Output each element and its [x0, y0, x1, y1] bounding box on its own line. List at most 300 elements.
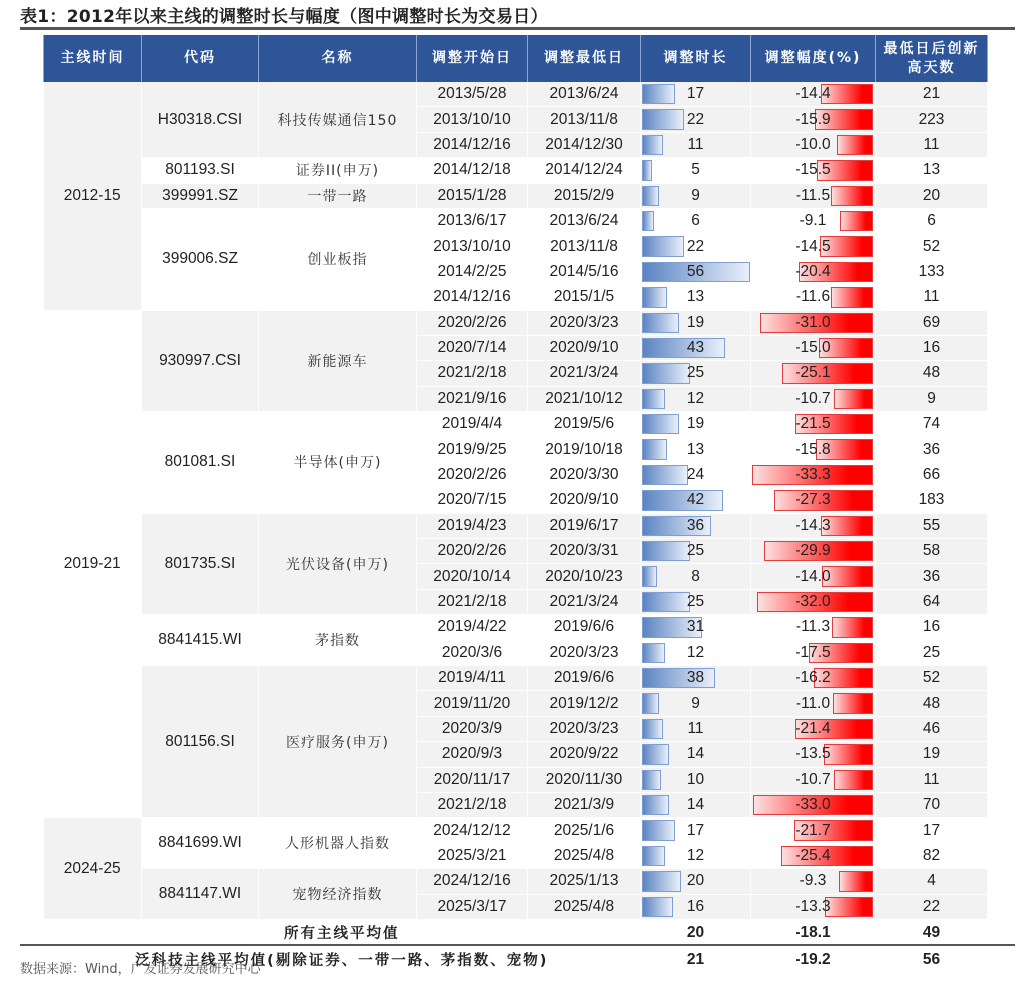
low-date-cell: 2020/3/30	[528, 462, 641, 487]
amplitude-cell	[751, 412, 876, 437]
duration-value: 43	[686, 339, 705, 357]
low-date-cell: 2020/3/31	[528, 539, 641, 564]
low-date-cell: 2015/2/9	[528, 183, 641, 208]
amplitude-value: -25.1	[795, 364, 831, 382]
header-days-to-high: 最低日后创新高天数	[876, 35, 988, 82]
amplitude-cell	[751, 462, 876, 487]
duration-value: 12	[686, 643, 705, 661]
start-date-cell: 2020/10/14	[417, 564, 528, 589]
duration-cell	[641, 589, 751, 614]
amplitude-value: -29.9	[795, 542, 831, 560]
days-to-high-cell: 21	[876, 82, 988, 107]
amplitude-bar	[840, 211, 873, 231]
amplitude-cell	[751, 894, 876, 919]
duration-value: 17	[686, 85, 705, 103]
days-to-high-cell: 52	[876, 234, 988, 259]
duration-value: 12	[686, 846, 705, 864]
start-date-cell: 2020/3/9	[417, 716, 528, 741]
days-to-high-cell: 70	[876, 792, 988, 817]
summary-days-to-high: 49	[876, 919, 988, 946]
low-date-cell: 2025/4/8	[528, 843, 641, 868]
duration-bar	[642, 160, 652, 180]
duration-cell	[641, 107, 751, 132]
duration-value: 19	[686, 313, 705, 331]
low-date-cell: 2019/6/6	[528, 615, 641, 640]
start-date-cell: 2019/4/11	[417, 665, 528, 690]
amplitude-value: -21.5	[795, 415, 831, 433]
amplitude-cell	[751, 361, 876, 386]
amplitude-cell	[751, 539, 876, 564]
duration-value: 16	[686, 897, 705, 915]
low-date-cell: 2020/3/23	[528, 716, 641, 741]
amplitude-value: -11.6	[795, 288, 831, 306]
amplitude-cell	[751, 792, 876, 817]
start-date-cell: 2014/12/16	[417, 285, 528, 310]
duration-value: 5	[691, 161, 700, 179]
duration-value: 13	[686, 288, 705, 306]
days-to-high-cell: 48	[876, 691, 988, 716]
duration-value: 11	[687, 135, 704, 153]
duration-bar	[642, 84, 675, 104]
start-date-cell: 2020/2/26	[417, 539, 528, 564]
days-to-high-cell: 36	[876, 437, 988, 462]
table-row	[44, 183, 988, 208]
amplitude-value: -14.4	[795, 85, 831, 103]
name-cell: 新能源车	[259, 310, 417, 412]
low-date-cell: 2019/5/6	[528, 412, 641, 437]
duration-cell	[641, 132, 751, 157]
amplitude-cell	[751, 335, 876, 360]
era-cell: 2019-21	[44, 310, 142, 818]
days-to-high-cell: 11	[876, 132, 988, 157]
duration-bar	[642, 541, 690, 561]
header-row	[44, 35, 988, 82]
summary-days-to-high: 56	[876, 946, 988, 973]
duration-bar	[642, 211, 654, 231]
amplitude-value: -15.9	[795, 110, 831, 128]
amplitude-value: -9.1	[799, 212, 827, 230]
duration-cell	[641, 818, 751, 843]
days-to-high-cell: 48	[876, 361, 988, 386]
start-date-cell: 2014/12/18	[417, 158, 528, 183]
header-duration: 调整时长	[641, 35, 751, 82]
duration-cell	[641, 665, 751, 690]
amplitude-value: -9.3	[799, 872, 827, 890]
duration-cell	[641, 539, 751, 564]
summary-amplitude: -18.1	[751, 919, 876, 946]
start-date-cell: 2020/7/14	[417, 335, 528, 360]
duration-value: 36	[686, 516, 705, 534]
header-code: 代码	[142, 35, 259, 82]
amplitude-cell	[751, 818, 876, 843]
duration-value: 56	[686, 262, 705, 280]
table-row	[44, 412, 988, 437]
start-date-cell: 2014/12/16	[417, 132, 528, 157]
days-to-high-cell: 55	[876, 513, 988, 538]
duration-cell	[641, 437, 751, 462]
duration-bar	[642, 363, 690, 383]
start-date-cell: 2024/12/12	[417, 818, 528, 843]
duration-bar	[642, 135, 663, 155]
duration-cell	[641, 843, 751, 868]
duration-value: 9	[691, 186, 700, 204]
duration-bar	[642, 795, 669, 815]
amplitude-cell	[751, 285, 876, 310]
duration-value: 10	[686, 770, 705, 788]
amplitude-value: -15.8	[795, 440, 831, 458]
days-to-high-cell: 46	[876, 716, 988, 741]
duration-value: 6	[691, 212, 700, 230]
name-cell: 人形机器人指数	[259, 818, 417, 869]
duration-cell	[641, 640, 751, 665]
low-date-cell: 2013/11/8	[528, 107, 641, 132]
summary-amplitude: -19.2	[751, 946, 876, 973]
amplitude-bar	[831, 287, 873, 307]
start-date-cell: 2019/4/4	[417, 412, 528, 437]
table-row	[44, 615, 988, 640]
amplitude-value: -11.0	[795, 694, 831, 712]
amplitude-value: -15.5	[795, 161, 831, 179]
amplitude-cell	[751, 615, 876, 640]
duration-cell	[641, 869, 751, 894]
duration-cell	[641, 386, 751, 411]
amplitude-value: -10.7	[795, 770, 831, 788]
days-to-high-cell: 25	[876, 640, 988, 665]
amplitude-cell	[751, 691, 876, 716]
low-date-cell: 2020/3/23	[528, 310, 641, 335]
days-to-high-cell: 4	[876, 869, 988, 894]
name-cell: 创业板指	[259, 208, 417, 310]
amplitude-cell	[751, 132, 876, 157]
low-date-cell: 2019/6/17	[528, 513, 641, 538]
days-to-high-cell: 19	[876, 742, 988, 767]
low-date-cell: 2025/1/13	[528, 869, 641, 894]
start-date-cell: 2020/2/26	[417, 310, 528, 335]
amplitude-cell	[751, 82, 876, 107]
table-row	[44, 208, 988, 233]
low-date-cell: 2021/3/24	[528, 361, 641, 386]
name-cell: 一带一路	[259, 183, 417, 208]
days-to-high-cell: 16	[876, 335, 988, 360]
start-date-cell: 2021/2/18	[417, 792, 528, 817]
amplitude-cell	[751, 259, 876, 284]
duration-bar	[642, 338, 725, 358]
duration-value: 25	[686, 542, 705, 560]
amplitude-bar	[834, 389, 873, 409]
duration-bar	[642, 566, 657, 586]
duration-bar	[642, 439, 667, 459]
duration-bar	[642, 846, 665, 866]
header-name: 名称	[259, 35, 417, 82]
amplitude-cell	[751, 158, 876, 183]
days-to-high-cell: 6	[876, 208, 988, 233]
days-to-high-cell: 183	[876, 488, 988, 513]
code-cell: 801735.SI	[142, 513, 259, 615]
amplitude-value: -15.0	[795, 339, 831, 357]
duration-bar	[642, 643, 665, 663]
start-date-cell: 2013/6/17	[417, 208, 528, 233]
duration-value: 25	[686, 593, 705, 610]
duration-value: 12	[686, 389, 705, 407]
amplitude-bar	[832, 617, 873, 637]
amplitude-cell	[751, 564, 876, 589]
amplitude-value: -14.3	[795, 516, 831, 534]
duration-cell	[641, 361, 751, 386]
amplitude-cell	[751, 767, 876, 792]
header-low: 调整最低日	[528, 35, 641, 82]
duration-cell	[641, 691, 751, 716]
low-date-cell: 2013/6/24	[528, 208, 641, 233]
duration-value: 14	[686, 745, 705, 763]
duration-cell	[641, 792, 751, 817]
amplitude-bar	[834, 770, 873, 790]
start-date-cell: 2020/7/15	[417, 488, 528, 513]
days-to-high-cell: 9	[876, 386, 988, 411]
amplitude-value: -31.0	[795, 313, 831, 331]
low-date-cell: 2020/9/22	[528, 742, 641, 767]
bottom-rule	[20, 944, 1015, 946]
amplitude-value: -14.0	[795, 567, 831, 585]
code-cell: 801193.SI	[142, 158, 259, 183]
start-date-cell: 2025/3/21	[417, 843, 528, 868]
duration-value: 13	[686, 440, 705, 458]
table-row	[44, 513, 988, 538]
code-cell: 801081.SI	[142, 412, 259, 514]
table-row	[44, 818, 988, 843]
duration-cell	[641, 335, 751, 360]
table-row	[44, 82, 988, 107]
duration-bar	[642, 109, 684, 129]
amplitude-value: -10.0	[795, 135, 831, 153]
duration-cell	[641, 462, 751, 487]
duration-cell	[641, 183, 751, 208]
duration-bar	[642, 770, 661, 790]
code-cell: 930997.CSI	[142, 310, 259, 412]
amplitude-value: -27.3	[795, 491, 831, 509]
amplitude-cell	[751, 869, 876, 894]
duration-cell	[641, 716, 751, 741]
summary-duration: 20	[641, 919, 751, 946]
amplitude-cell	[751, 640, 876, 665]
low-date-cell: 2020/11/30	[528, 767, 641, 792]
low-date-cell: 2020/9/10	[528, 335, 641, 360]
summary-label: 泛科技主线平均值(剔除证券、一带一路、茅指数、宠物)	[44, 946, 641, 973]
low-date-cell: 2014/5/16	[528, 259, 641, 284]
duration-bar	[642, 744, 669, 764]
amplitude-cell	[751, 742, 876, 767]
name-cell: 半导体(申万)	[259, 412, 417, 514]
amplitude-cell	[751, 107, 876, 132]
duration-bar	[642, 414, 679, 434]
table-row	[44, 310, 988, 335]
amplitude-value: -32.0	[795, 593, 831, 610]
duration-bar	[642, 313, 679, 333]
days-to-high-cell: 11	[876, 767, 988, 792]
start-date-cell: 2021/2/18	[417, 589, 528, 614]
duration-cell	[641, 259, 751, 284]
low-date-cell: 2013/11/8	[528, 234, 641, 259]
low-date-cell: 2020/9/10	[528, 488, 641, 513]
table-row	[44, 869, 988, 894]
duration-bar	[642, 820, 675, 840]
header-era: 主线时间	[44, 35, 142, 82]
days-to-high-cell: 11	[876, 285, 988, 310]
low-date-cell: 2021/3/24	[528, 589, 641, 614]
amplitude-bar	[837, 135, 873, 155]
amplitude-cell	[751, 488, 876, 513]
amplitude-value: -14.5	[795, 237, 831, 255]
days-to-high-cell: 64	[876, 589, 988, 614]
table-row	[44, 665, 988, 690]
duration-cell	[641, 234, 751, 259]
days-to-high-cell: 69	[876, 310, 988, 335]
code-cell: 399006.SZ	[142, 208, 259, 310]
start-date-cell: 2015/1/28	[417, 183, 528, 208]
duration-value: 19	[686, 415, 705, 433]
amplitude-bar	[831, 186, 873, 206]
amplitude-cell	[751, 208, 876, 233]
duration-bar	[642, 389, 665, 409]
duration-value: 9	[691, 694, 700, 712]
amplitude-value: -17.5	[795, 643, 831, 661]
amplitude-value: -13.3	[795, 897, 831, 915]
name-cell: 科技传媒通信150	[259, 82, 417, 158]
start-date-cell: 2019/11/20	[417, 691, 528, 716]
duration-cell	[641, 158, 751, 183]
name-cell: 证券II(申万)	[259, 158, 417, 183]
start-date-cell: 2020/9/3	[417, 742, 528, 767]
duration-value: 8	[691, 567, 700, 585]
days-to-high-cell: 13	[876, 158, 988, 183]
start-date-cell: 2014/2/25	[417, 259, 528, 284]
low-date-cell: 2014/12/30	[528, 132, 641, 157]
duration-bar	[642, 668, 715, 688]
summary-label: 所有主线平均值	[44, 919, 641, 946]
amplitude-cell	[751, 310, 876, 335]
start-date-cell: 2020/11/17	[417, 767, 528, 792]
start-date-cell: 2019/9/25	[417, 437, 528, 462]
low-date-cell: 2020/3/23	[528, 640, 641, 665]
header-amplitude: 调整幅度(%)	[751, 35, 876, 82]
duration-cell	[641, 412, 751, 437]
days-to-high-cell: 58	[876, 539, 988, 564]
duration-cell	[641, 82, 751, 107]
days-to-high-cell: 17	[876, 818, 988, 843]
summary-duration: 21	[641, 946, 751, 973]
start-date-cell: 2020/3/6	[417, 640, 528, 665]
amplitude-cell	[751, 589, 876, 614]
top-rule	[20, 27, 1015, 30]
days-to-high-cell: 52	[876, 665, 988, 690]
code-cell: 801156.SI	[142, 665, 259, 817]
name-cell: 茅指数	[259, 615, 417, 666]
header-start: 调整开始日	[417, 35, 528, 82]
start-date-cell: 2021/9/16	[417, 386, 528, 411]
days-to-high-cell: 22	[876, 894, 988, 919]
days-to-high-cell: 133	[876, 259, 988, 284]
duration-cell	[641, 894, 751, 919]
duration-bar	[642, 490, 723, 510]
days-to-high-cell: 36	[876, 564, 988, 589]
duration-cell	[641, 310, 751, 335]
low-date-cell: 2021/3/9	[528, 792, 641, 817]
name-cell: 宠物经济指数	[259, 869, 417, 920]
duration-value: 20	[686, 872, 705, 890]
amplitude-cell	[751, 665, 876, 690]
summary-row	[44, 919, 988, 946]
days-to-high-cell: 223	[876, 107, 988, 132]
name-cell: 光伏设备(申万)	[259, 513, 417, 615]
low-date-cell: 2019/12/2	[528, 691, 641, 716]
duration-value: 31	[686, 618, 705, 636]
duration-cell	[641, 767, 751, 792]
amplitude-cell	[751, 183, 876, 208]
low-date-cell: 2025/4/8	[528, 894, 641, 919]
amplitude-bar	[833, 693, 873, 713]
data-source-note: 数据来源：Wind，广发证券发展研究中心	[20, 962, 261, 977]
code-cell: H30318.CSI	[142, 82, 259, 158]
amplitude-value: -13.5	[795, 745, 831, 763]
start-date-cell: 2024/12/16	[417, 869, 528, 894]
duration-cell	[641, 615, 751, 640]
duration-bar	[642, 592, 690, 612]
days-to-high-cell: 66	[876, 462, 988, 487]
amplitude-value: -21.7	[795, 821, 831, 839]
code-cell: 8841147.WI	[142, 869, 259, 920]
start-date-cell: 2019/4/23	[417, 513, 528, 538]
amplitude-value: -10.7	[795, 389, 831, 407]
duration-cell	[641, 285, 751, 310]
duration-value: 22	[686, 110, 705, 128]
amplitude-bar	[839, 871, 873, 891]
table-row	[44, 158, 988, 183]
amplitude-cell	[751, 386, 876, 411]
amplitude-value: -25.4	[795, 846, 831, 864]
start-date-cell: 2013/5/28	[417, 82, 528, 107]
low-date-cell: 2014/12/24	[528, 158, 641, 183]
days-to-high-cell: 20	[876, 183, 988, 208]
low-date-cell: 2013/6/24	[528, 82, 641, 107]
duration-bar	[642, 287, 667, 307]
duration-bar	[642, 693, 659, 713]
duration-bar	[642, 897, 673, 917]
duration-value: 25	[686, 364, 705, 382]
amplitude-cell	[751, 843, 876, 868]
duration-bar	[642, 236, 684, 256]
duration-value: 42	[686, 491, 705, 509]
low-date-cell: 2019/6/6	[528, 665, 641, 690]
duration-value: 22	[686, 237, 705, 255]
name-cell: 医疗服务(申万)	[259, 665, 417, 817]
duration-value: 14	[686, 796, 705, 814]
duration-cell	[641, 564, 751, 589]
era-cell: 2012-15	[44, 82, 142, 310]
code-cell: 8841699.WI	[142, 818, 259, 869]
start-date-cell: 2021/2/18	[417, 361, 528, 386]
days-to-high-cell: 82	[876, 843, 988, 868]
low-date-cell: 2015/1/5	[528, 285, 641, 310]
duration-bar	[642, 186, 659, 206]
duration-cell	[641, 488, 751, 513]
days-to-high-cell: 16	[876, 615, 988, 640]
low-date-cell: 2020/10/23	[528, 564, 641, 589]
duration-bar	[642, 465, 688, 485]
amplitude-value: -33.0	[795, 796, 831, 814]
start-date-cell: 2019/4/22	[417, 615, 528, 640]
duration-cell	[641, 513, 751, 538]
code-cell: 8841415.WI	[142, 615, 259, 666]
duration-value: 17	[686, 821, 705, 839]
